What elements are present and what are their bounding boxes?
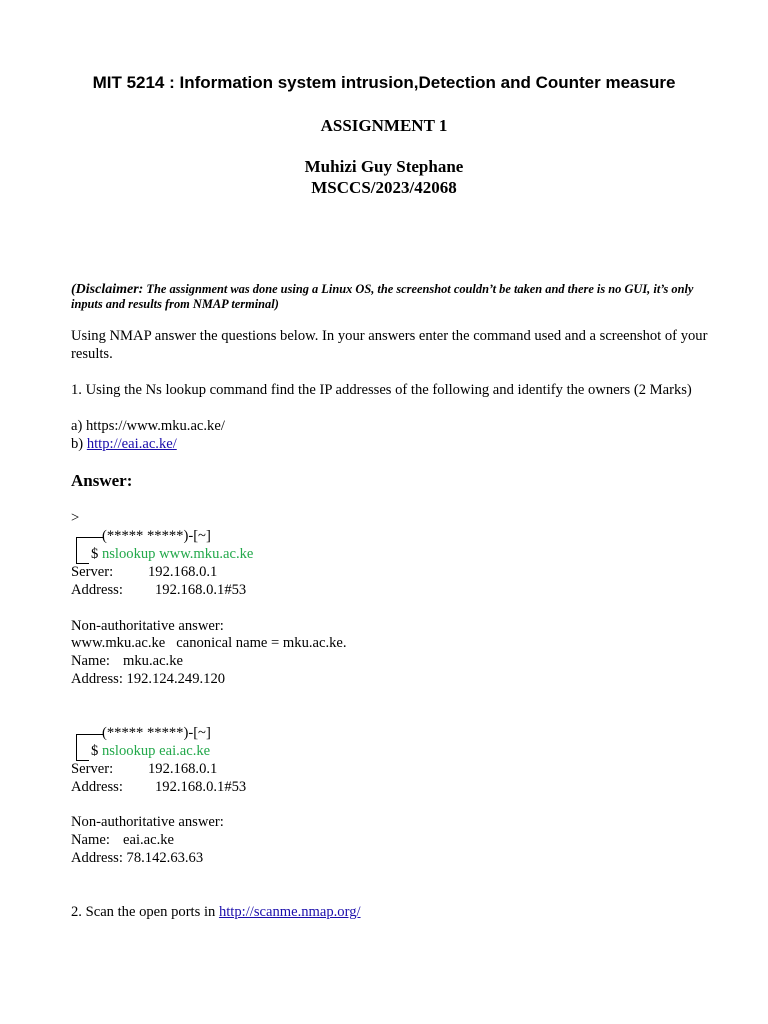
terminal2-result: Address: 78.142.63.63 bbox=[71, 850, 204, 866]
terminal1-canonical: www.mku.ac.ke canonical name = mku.ac.ke. bbox=[71, 635, 347, 651]
terminal2-dollar: $ bbox=[91, 743, 102, 759]
q1a-url: https://www.mku.ac.ke/ bbox=[86, 418, 225, 434]
terminal2-name-label: Name: bbox=[71, 832, 110, 848]
terminal2-server-label: Server: bbox=[71, 761, 114, 777]
terminal1-prompt-char: > bbox=[71, 510, 80, 526]
answer-heading: Answer: bbox=[71, 471, 133, 490]
terminal1-address-value: 192.168.0.1#53 bbox=[155, 582, 247, 598]
terminal1-name-value: mku.ac.ke bbox=[123, 653, 183, 669]
question-2-link[interactable]: http://scanme.nmap.org/ bbox=[218, 904, 361, 920]
terminal2-command-line bbox=[91, 742, 210, 760]
terminal2-server-value: 192.168.0.1 bbox=[148, 761, 218, 777]
disclaimer-text: The assignment was done using a Linux OS, the screenshot couldn’t be taken and there is no GUI, it’s only inputs and results from NMAP terminal) bbox=[71, 282, 694, 311]
assignment-title: ASSIGNMENT 1 bbox=[320, 116, 448, 135]
course-title: MIT 5214 : Information system intrusion,Detection and Counter measure bbox=[92, 73, 676, 92]
disclaimer bbox=[71, 282, 711, 312]
intro-paragraph: Using NMAP answer the questions below. In your answers enter the command used and a screenshot of your results. bbox=[71, 328, 708, 362]
disclaimer-lead: (Disclaimer: bbox=[71, 282, 144, 297]
question-2-text: 2. Scan the open ports in bbox=[71, 904, 219, 920]
terminal1-name-label: Name: bbox=[71, 653, 110, 669]
author-name: Muhizi Guy Stephane bbox=[304, 157, 464, 176]
q1b-prefix: b) bbox=[71, 436, 87, 452]
q1b-link[interactable]: http://eai.ac.ke/ bbox=[86, 436, 177, 452]
terminal1-command: nslookup www.mku.ac.ke bbox=[101, 546, 254, 562]
terminal1-address-label: Address: bbox=[71, 582, 123, 598]
terminal1-nonauth: Non-authoritative answer: bbox=[71, 618, 224, 634]
terminal1-server-label: Server: bbox=[71, 564, 114, 580]
terminal1-user: (***** *****)-[~] bbox=[102, 528, 211, 544]
terminal2-command: nslookup eai.ac.ke bbox=[101, 743, 211, 759]
terminal2-user: (***** *****)-[~] bbox=[102, 725, 211, 741]
terminal1-server-value: 192.168.0.1 bbox=[148, 564, 218, 580]
registration-number: MSCCS/2023/42068 bbox=[311, 178, 457, 197]
question-2 bbox=[71, 903, 361, 921]
terminal1-command-line bbox=[91, 545, 253, 563]
question-1-b bbox=[71, 435, 177, 453]
question-1-a bbox=[71, 417, 225, 435]
q1a-prefix: a) bbox=[71, 418, 86, 434]
terminal2-name-value: eai.ac.ke bbox=[123, 832, 175, 848]
terminal1-dollar: $ bbox=[91, 546, 102, 562]
terminal2-address-value: 192.168.0.1#53 bbox=[155, 779, 247, 795]
terminal1-result: Address: 192.124.249.120 bbox=[71, 671, 226, 687]
terminal2-nonauth: Non-authoritative answer: bbox=[71, 814, 224, 830]
terminal2-address-label: Address: bbox=[71, 779, 123, 795]
question-1: 1. Using the Ns lookup command find the IP addresses of the following and identify the owners (2 Marks) bbox=[71, 382, 692, 398]
